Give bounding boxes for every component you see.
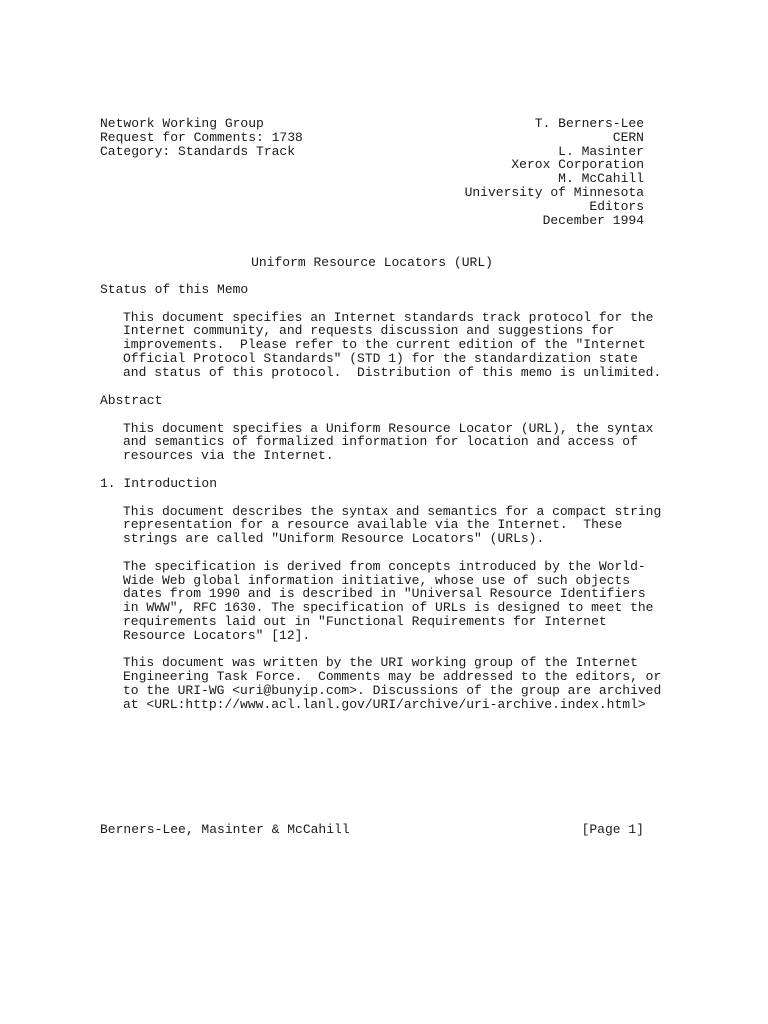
paragraph-line: This document specifies a Uniform Resource Locator (URL), the syntax xyxy=(123,420,654,436)
abstract-section xyxy=(100,393,654,464)
header-left-line: Category: Standards Track xyxy=(100,143,296,159)
paragraph-line: at <URL:http://www.acl.lanl.gov/URI/archive/uri-archive.index.html> xyxy=(123,696,646,712)
header-left-line: Network Working Group xyxy=(100,116,264,131)
paragraph-line: This document specifies an Internet standards track protocol for the xyxy=(123,309,654,325)
header-left-block xyxy=(100,117,303,158)
header-right-line: L. Masinter xyxy=(558,143,644,159)
paragraph-line: in WWW", RFC 1630. The specification of URLs is designed to meet the xyxy=(123,600,654,616)
header-right-line: Editors xyxy=(589,198,644,214)
paragraph-line: resources via the Internet. xyxy=(123,448,334,464)
header-right-line: University of Minnesota xyxy=(464,184,644,200)
paragraph-line: This document describes the syntax and semantics for a compact string xyxy=(123,503,662,519)
page-footer xyxy=(100,822,644,836)
paragraph-line: Engineering Task Force. Comments may be addressed to the editors, or xyxy=(123,669,662,685)
footer-page-number: [Page 1] xyxy=(581,822,644,837)
paragraph-line: Internet community, and requests discussion and suggestions for xyxy=(123,323,615,339)
section-heading: 1. Introduction xyxy=(100,476,218,491)
paragraph-line: This document was written by the URI working group of the Internet xyxy=(123,655,638,671)
paragraph-line: The specification is derived from concepts introduced by the World- xyxy=(123,558,646,574)
paragraph-line: improvements. Please refer to the current edition of the "Internet xyxy=(123,337,646,353)
header-right-block xyxy=(465,117,644,227)
section-heading: Abstract xyxy=(100,393,163,408)
paragraph-line: representation for a resource available via the Internet. These xyxy=(123,517,623,533)
header-right-line: T. Berners-Lee xyxy=(534,116,644,131)
paragraph-line: and status of this protocol. Distribution of this memo is unlimited. xyxy=(123,364,662,380)
footer-authors: Berners-Lee, Masinter & McCahill xyxy=(100,822,350,837)
paragraph-line: Official Protocol Standards" (STD 1) for the standardization state xyxy=(123,350,638,366)
paragraph-line: strings are called "Uniform Resource Locators" (URLs). xyxy=(123,531,545,547)
paragraph-line: and semantics of formalized information for location and access of xyxy=(123,434,638,450)
document-title: Uniform Resource Locators (URL) xyxy=(251,255,493,270)
paragraph-line: to the URI-WG <uri@bunyip.com>. Discussions of the group are archived xyxy=(123,682,662,698)
header-right-line: CERN xyxy=(612,129,644,145)
header-right-line: M. McCahill xyxy=(558,171,644,187)
status-section xyxy=(100,282,662,380)
header-right-line: December 1994 xyxy=(542,212,644,228)
document-header xyxy=(100,117,644,228)
paragraph-line: Resource Locators" [12]. xyxy=(123,627,311,643)
rfc-page xyxy=(100,116,662,712)
introduction-section xyxy=(100,476,662,712)
header-left-line: Request for Comments: 1738 xyxy=(100,129,303,145)
paragraph-line: dates from 1990 and is described in "Universal Resource Identifiers xyxy=(123,586,646,602)
header-right-line: Xerox Corporation xyxy=(511,157,644,173)
paragraph-line: Wide Web global information initiative, whose use of such objects xyxy=(123,572,631,588)
paragraph-line: requirements laid out in "Functional Requirements for Internet xyxy=(123,613,607,629)
section-heading: Status of this Memo xyxy=(100,282,249,297)
